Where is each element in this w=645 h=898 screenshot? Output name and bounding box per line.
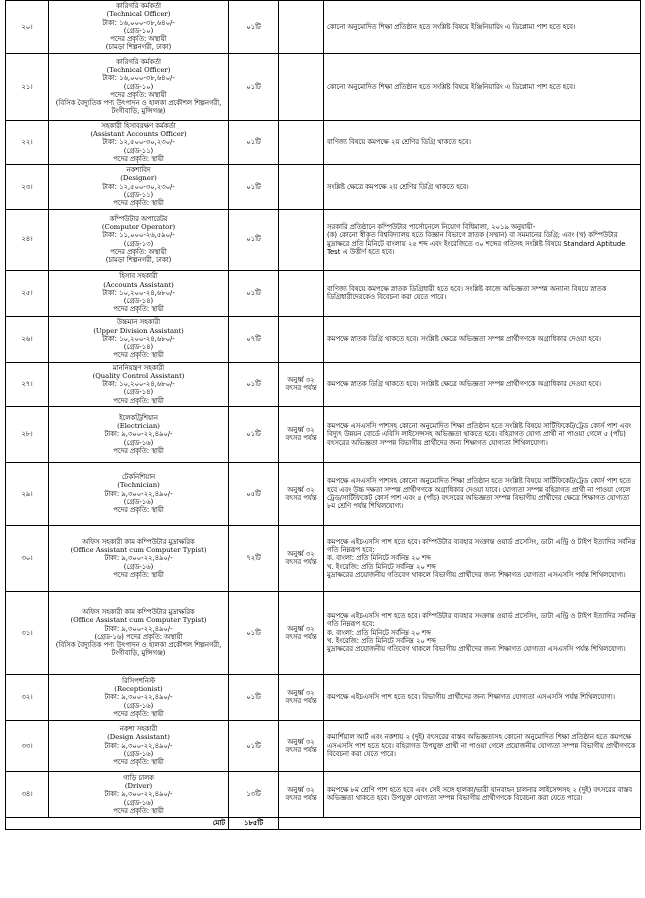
post-line: পদের প্রকৃতি: স্থায়ী xyxy=(113,806,164,815)
post-line: ইলেকট্রিশিয়ান xyxy=(119,413,158,422)
post-details xyxy=(49,771,229,817)
qualification-line: সংশ্লিষ্ট ক্ষেত্রে কমপক্ষে ২য় শ্রেণির ডিগ্রি থাকতে হবে। xyxy=(327,182,469,191)
post-line: গাড়ি চালক xyxy=(123,773,154,782)
serial-number: ৩২। xyxy=(6,674,49,720)
table-row xyxy=(6,720,641,771)
post-count: ০১টি xyxy=(229,591,279,674)
age-limit: অনুর্ধ্ব ৩২ বৎসর পর্যন্ত xyxy=(279,771,324,817)
age-limit xyxy=(279,53,324,120)
post-line: মাননিয়ন্ত্রণ সহকারী xyxy=(112,363,165,372)
age-limit: অনুর্ধ্ব ৩২ বৎসর পর্যন্ত xyxy=(279,720,324,771)
post-line: পদের প্রকৃতি: স্থায়ী xyxy=(113,758,164,767)
post-details xyxy=(49,462,229,525)
qualification-line: ক. বাংলা: প্রতি মিনিটে সর্বনিম্ন ২০ শব্দ xyxy=(327,628,431,637)
qualification xyxy=(324,1,641,54)
post-line: (Assistant Accounts Officer) xyxy=(90,129,187,138)
qualification-line: মুদ্রাক্ষরের প্রয়োজনীয় গতিবেগ থাকলে বিভাগীয় প্রার্থীদের জন্য শিক্ষাগত যোগ্যতা এসএসসি পর্যন্ত শিথিলযোগ্য। xyxy=(327,645,626,654)
qualification-line: কোনো অনুমোদিত শিক্ষা প্রতিষ্ঠান হতে সংশ্লিষ্ট বিষয়ে ইঞ্জিনিয়ারিং এ ডিপ্লোমা পাশ হতে হবে। xyxy=(327,22,576,31)
post-line: (Accounts Assistant) xyxy=(103,280,174,289)
qualification xyxy=(324,165,641,209)
qualification xyxy=(324,53,641,120)
post-line: (গ্রেড-১৪) xyxy=(123,388,154,397)
post-line: টাকা: ৯,৩০০-২২,৪৯০/- xyxy=(104,741,173,750)
post-details xyxy=(49,591,229,674)
table-row xyxy=(6,462,641,525)
qualification-line: কমপক্ষে এসএসসি পাশসহ কোনো অনুমোদিত শিক্ষা প্রতিষ্ঠান হতে সংশ্লিষ্ট বিষয়ে সার্টিফিকেট/ট্রেড কোর্স পাশ হতে হবে এবং উচ্চ দক্ষতা সম্পন্ন প্রার্থীগণকে অগ্রাধিকার দেওয়া যাবে। যোগ্যতা সম্পন্ন বহিরাগত প্রার্থী না পাওয়া গেলে ট্রেড/সার্টিফিকেট কোর্স পাশ এবং ৫ (পাঁচ) বৎসরের অভিজ্ঞতা সম্পন্ন বিভাগীয় প্রার্থীদের ক্ষেত্রে শিক্ষাগত যোগ্যতা ৮ম শ্রেণি পর্যন্ত শিথিলযোগ্য। xyxy=(327,477,631,511)
post-line: অফিস সহকারী কাম কম্পিউটার মুদ্রাক্ষরিক xyxy=(82,608,195,617)
post-line: পদের প্রকৃতি: অস্থায়ী xyxy=(110,247,167,256)
post-line: কারিগরি কর্মকর্তা xyxy=(115,57,162,66)
post-line: (গ্রেড-১৬) পদের প্রকৃতি: অস্থায়ী xyxy=(94,632,183,641)
post-details xyxy=(49,362,229,406)
post-count: ০১টি xyxy=(229,53,279,120)
post-count: ১৩টি xyxy=(229,771,279,817)
qualification-line: কমপক্ষে এইচএসসি পাশ হতে হবে। কম্পিউটার ব্যবহার সংক্রান্ত ওয়ার্ড প্রসেসিং, ডাটা এন্ট্রি ও টাইপ ইত্যাদির সর্বনিম্ন গতি নিম্নরূপ হবে: xyxy=(327,612,636,629)
post-line: (গ্রেড-১৩) xyxy=(123,239,154,248)
post-line: টাকা: ৯,৩০০-২২,৪৯০/- xyxy=(104,624,173,633)
qualification-line: বাণিজ্য বিষয়ে কমপক্ষে ২য় শ্রেণির ডিগ্রি থাকতে হবে। xyxy=(327,138,471,147)
post-line: (Technical Officer) xyxy=(106,10,171,19)
post-line: (গ্রেড-১৪) xyxy=(123,297,154,306)
post-line: (Driver) xyxy=(124,781,153,790)
post-line: পদের প্রকৃতি: স্থায়ী xyxy=(113,570,164,579)
serial-number: ৩০। xyxy=(6,525,49,591)
post-line: টাকা: ১৬,০০০-৩৮,৬৪০/- xyxy=(102,74,175,83)
post-line: (Quality Control Assistant) xyxy=(92,371,185,380)
post-line: নকশা সহকারী xyxy=(119,725,158,734)
post-line: টাকা: ১৬,০০০-৩৮,৬৪০/- xyxy=(102,18,175,27)
table-body xyxy=(6,1,641,830)
post-line: (Technician) xyxy=(117,481,160,490)
post-line: (Upper Division Assistant) xyxy=(93,326,184,335)
qualification-line: বাণিজ্য বিষয়ে কমপক্ষে স্নাতক ডিগ্রিধারী হতে হবে। সংশ্লিষ্ট কাজে অভিজ্ঞতা সম্পন্ন অন্যান্য বিষয়ে স্নাতক ডিগ্রিধারীদেরকেও বিবেচনা করা যেতে পারে। xyxy=(327,284,607,301)
serial-number: ২৫। xyxy=(6,270,49,316)
post-line: (Receptionist) xyxy=(114,684,163,693)
post-count: ০১টি xyxy=(229,120,279,164)
qualification xyxy=(324,591,641,674)
table-row xyxy=(6,674,641,720)
post-line: (গ্রেড-১৬) xyxy=(123,798,154,807)
qualification xyxy=(324,362,641,406)
post-count: ০১টি xyxy=(229,209,279,270)
post-line: কারিগরি কর্মকর্তা xyxy=(115,2,162,10)
serial-number: ৩১। xyxy=(6,591,49,674)
post-details xyxy=(49,120,229,164)
serial-number: ৩৩। xyxy=(6,720,49,771)
table-row xyxy=(6,209,641,270)
qualification xyxy=(324,674,641,720)
serial-number: ২৯। xyxy=(6,462,49,525)
table-row xyxy=(6,771,641,817)
qualification-line: খ. ইংরেজি: প্রতি মিনিটে সর্বনিম্ন ২০ শব্দ xyxy=(327,637,436,646)
serial-number: ২০। xyxy=(6,1,49,54)
total-empty-cell xyxy=(279,817,641,829)
age-limit: অনুর্ধ্ব ৩২ বৎসর পর্যন্ত xyxy=(279,406,324,462)
table-row xyxy=(6,165,641,209)
post-count: ৭২টি xyxy=(229,525,279,591)
serial-number: ৩৪। xyxy=(6,771,49,817)
age-limit xyxy=(279,1,324,54)
age-limit: অনুর্ধ্ব ৩২ বৎসর পর্যন্ত xyxy=(279,674,324,720)
post-line: (Office Assistant cum Computer Typist) xyxy=(70,545,207,554)
post-line: পদের প্রকৃতি: স্থায়ী xyxy=(113,709,164,718)
post-line: (গ্রেড-১১) xyxy=(123,190,154,199)
post-line: (চামড়া শিল্পনগরী, ঢাকা) xyxy=(105,256,172,265)
post-line: সহকারী হিসাবরক্ষণ কর্মকর্তা xyxy=(101,121,176,130)
qualification xyxy=(324,525,641,591)
post-line: (গ্রেড-১৬) xyxy=(123,701,154,710)
qualification-line: মুদ্রাক্ষরের প্রয়োজনীয় গতিবেগ থাকলে বিভাগীয় প্রার্থীদের জন্য শিক্ষাগত যোগ্যতা এসএসসি পর্যন্ত শিথিলযোগ্য। xyxy=(327,570,626,579)
post-count: ০১টি xyxy=(229,406,279,462)
post-count: ০৫টি xyxy=(229,462,279,525)
qualification xyxy=(324,462,641,525)
post-details xyxy=(49,316,229,362)
post-details xyxy=(49,1,229,54)
post-line: টাকা: ৯,৩০০-২২,৪৯০/- xyxy=(104,693,173,702)
post-line: টাকা: ১২,৫০০-৩০,২৩০/- xyxy=(102,182,175,191)
post-details xyxy=(49,674,229,720)
table-row xyxy=(6,120,641,164)
serial-number: ২৬। xyxy=(6,316,49,362)
qualification xyxy=(324,120,641,164)
post-line: পদের প্রকৃতি: স্থায়ী xyxy=(113,199,164,208)
post-details xyxy=(49,406,229,462)
table-row xyxy=(6,270,641,316)
post-line: টাকা: ১২,৫০০-৩০,২৩০/- xyxy=(102,138,175,147)
serial-number: ২১। xyxy=(6,53,49,120)
post-details xyxy=(49,720,229,771)
job-posts-table xyxy=(5,0,641,830)
post-line: (চামড়া শিল্পনগরী, ঢাকা) xyxy=(105,43,172,52)
qualification-line: কোনো অনুমোদিত শিক্ষা প্রতিষ্ঠান হতে সংশ্লিষ্ট বিষয়ে ইঞ্জিনিয়ারিং এ ডিপ্লোমা পাশ হতে হবে। xyxy=(327,82,576,91)
age-limit xyxy=(279,316,324,362)
post-line: হিসাব সহকারী xyxy=(119,272,158,281)
qualification xyxy=(324,316,641,362)
total-row xyxy=(6,817,641,829)
post-line: পদের প্রকৃতি: অস্থায়ী xyxy=(110,35,167,44)
qualification-line: কমপক্ষে এইচএসসি পাশ হতে হবে। বিভাগীয় প্রার্থীদের জন্য শিক্ষাগত যোগ্যতা এসএসসি পর্যন্ত শিথিলযোগ্য। xyxy=(327,693,615,702)
table-row xyxy=(6,591,641,674)
qualification xyxy=(324,771,641,817)
post-line: টাকা: ১১,০০০-২৬,৫৯০/- xyxy=(102,231,175,240)
post-details xyxy=(49,270,229,316)
post-line: নকশাবিদ xyxy=(126,166,151,175)
post-line: (গ্রেড-১০) xyxy=(123,26,154,35)
total-label: মোট xyxy=(6,817,229,829)
post-line: টাকা: ১০,২০০-২৪,৬৮০/- xyxy=(102,334,175,343)
post-line: টেকনিশিয়ান xyxy=(121,473,156,482)
post-count: ০৭টি xyxy=(229,316,279,362)
post-line: (গ্রেড-১৬) xyxy=(123,438,154,447)
post-line: টাকা: ১০,২০০-২৪,৬৮০/- xyxy=(102,380,175,389)
table-row xyxy=(6,406,641,462)
age-limit xyxy=(279,209,324,270)
post-count: ০১টি xyxy=(229,165,279,209)
age-limit: অনুর্ধ্ব ৩২ বৎসর পর্যন্ত xyxy=(279,462,324,525)
post-line: (Office Assistant cum Computer Typist) xyxy=(70,616,207,625)
post-line: (Design Assistant) xyxy=(107,733,170,742)
post-line: পদের প্রকৃতি: স্থায়ী xyxy=(113,351,164,360)
qualification-line: কমপক্ষে ৮ম শ্রেণি পাশ হতে হবে এবং সেই সঙ্গে হালকা/ভারী যানবাহন চালনার লাইসেন্সসহ ২ (দুই) বৎসরের বাস্তব অভিজ্ঞতা থাকতে হবে। উপযুক্ত যোগ্যতা সম্পন্ন বিভাগীয় প্রার্থীগণকে বিবেচনা করা যেতে পারে। xyxy=(327,786,633,803)
post-count: ০১টি xyxy=(229,362,279,406)
post-line: টাকা: ৯,৩০০-২২,৪৯০/- xyxy=(104,489,173,498)
post-line: পদের প্রকৃতি: অস্থায়ী xyxy=(110,90,167,99)
serial-number: ২৪। xyxy=(6,209,49,270)
table-row xyxy=(6,525,641,591)
post-details xyxy=(49,53,229,120)
serial-number: ২৭। xyxy=(6,362,49,406)
post-line: (গ্রেড-১৪) xyxy=(123,343,154,352)
qualification-line: খ. ইংরেজি: প্রতি মিনিটে সর্বনিম্ন ২০ শব্দ xyxy=(327,562,436,571)
post-line: (Technical Officer) xyxy=(106,65,171,74)
table-row xyxy=(6,362,641,406)
total-count: ১৮৫টি xyxy=(229,817,279,829)
qualification-line: ক. বাংলা: প্রতি মিনিটে সর্বনিম্ন ২০ শব্দ xyxy=(327,554,431,563)
qualification xyxy=(324,406,641,462)
qualification-line: কমার্শিয়াল আর্ট এবং নকশায় ২ (দুই) বৎসরের বাস্তব অভিজ্ঞতাসহ কোনো অনুমোদিত শিক্ষা প্রতিষ্ঠান হতে কমপক্ষে এসএসসি পাশ হতে হবে। বহিরাগত উপযুক্ত প্রার্থী না পাওয়া গেলে প্রয়োজনীয় যোগ্যতা সম্পন্ন বিভাগীয় প্রার্থীগণকে বিবেচনা করা যেতে পারে। xyxy=(327,733,636,759)
age-limit xyxy=(279,120,324,164)
serial-number: ২২। xyxy=(6,120,49,164)
age-limit: অনুর্ধ্ব ৩২ বৎসর পর্যন্ত xyxy=(279,591,324,674)
age-limit xyxy=(279,270,324,316)
post-line: টাকা: ৯,৩০০-২২,৪৯০/- xyxy=(104,430,173,439)
post-details xyxy=(49,209,229,270)
post-line: রিসিপশনিস্ট xyxy=(122,676,155,685)
serial-number: ২৩। xyxy=(6,165,49,209)
qualification xyxy=(324,720,641,771)
post-line: পদের প্রকৃতি: স্থায়ী xyxy=(113,154,164,163)
post-line: পদের প্রকৃতি: স্থায়ী xyxy=(113,506,164,515)
table-row xyxy=(6,316,641,362)
post-line: (Computer Operator) xyxy=(101,222,176,231)
post-line: (গ্রেড-১০) xyxy=(123,82,154,91)
post-line: (গ্রেড-১১) xyxy=(123,146,154,155)
post-line: (বিসিক বৈদ্যুতিক পণ্য উৎপাদন ও হালকা প্রকৌশল শিল্পনগরী, টংগীবাড়ি, মুন্সিগঞ্জ) xyxy=(55,99,222,116)
age-limit xyxy=(279,165,324,209)
post-line: উচ্চমান সহকারী xyxy=(116,318,161,327)
post-line: (Designer) xyxy=(120,174,157,183)
serial-number: ২৮। xyxy=(6,406,49,462)
qualification xyxy=(324,209,641,270)
qualification-line: (ক) কোনো স্বীকৃত বিশ্ববিদ্যালয় হতে বিজ্ঞান বিভাগে স্নাতক (সম্মান) বা সমমানের ডিগ্রি; এবং (খ) কম্পিউটার মুদ্রাক্ষরে প্রতি মিনিটে বাংলায় ২৫ শব্দ এবং ইংরেজিতে ৩০ শব্দের গতিসহ সংশ্লিষ্ট বিষয়ে Standard Aptitude Test এ উত্তীর্ণ হতে হবে। xyxy=(327,231,626,256)
post-line: কম্পিউটার অপারেটর xyxy=(109,214,168,223)
age-limit: অনুর্ধ্ব ৩২ বৎসর পর্যন্ত xyxy=(279,362,324,406)
post-line: পদের প্রকৃতি: স্থায়ী xyxy=(113,305,164,314)
post-line: টাকা: ৯,৩০০-২২,৪৯০/- xyxy=(104,554,173,563)
post-details xyxy=(49,165,229,209)
post-line: (গ্রেড-১৬) xyxy=(123,498,154,507)
qualification xyxy=(324,270,641,316)
post-line: অফিস সহকারী কাম কম্পিউটার মুদ্রাক্ষরিক xyxy=(82,537,195,546)
post-line: টাকা: ৯,৩০০-২২,৪৯০/- xyxy=(104,790,173,799)
post-count: ০১টি xyxy=(229,1,279,54)
qualification-line: কমপক্ষে এইচএসসি পাশ হতে হবে। কম্পিউটার ব্যবহার সংক্রান্ত ওয়ার্ড প্রসেসিং, ডাটা এন্ট্রি ও টাইপ ইত্যাদির সর্বনিম্ন গতি নিম্নরূপ হবে: xyxy=(327,537,636,554)
post-line: টাকা: ১০,২০০-২৪,৬৮০/- xyxy=(102,288,175,297)
qualification-line: কমপক্ষে স্নাতক ডিগ্রি থাকতে হবে। সংশ্লিষ্ট ক্ষেত্রে অভিজ্ঞতা সম্পন্ন প্রার্থীগণকে অগ্রাধিকার দেওয়া হবে। xyxy=(327,334,601,343)
post-count: ০১টি xyxy=(229,674,279,720)
qualification-line: কমপক্ষে স্নাতক ডিগ্রি থাকতে হবে। সংশ্লিষ্ট ক্ষেত্রে অভিজ্ঞতা সম্পন্ন প্রার্থীগণকে অগ্রাধিকার দেওয়া হবে। xyxy=(327,380,601,389)
post-line: (গ্রেড-১৬) xyxy=(123,750,154,759)
post-line: (গ্রেড-১৬) xyxy=(123,562,154,571)
post-line: পদের প্রকৃতি: স্থায়ী xyxy=(113,446,164,455)
qualification-line: সরকারি প্রতিষ্ঠানে কম্পিউটার পার্সোনেলে নিয়োগ বিধিমালা, ২০১৯ অনুযায়ী- xyxy=(327,222,536,231)
age-limit: অনুর্ধ্ব ৩২ বৎসর পর্যন্ত xyxy=(279,525,324,591)
post-line: (বিসিক বৈদ্যুতিক পণ্য উৎপাদন ও হালকা প্রকৌশল শিল্পনগরী, টংগীবাড়ি, মুন্সিগঞ্জ) xyxy=(55,641,222,658)
post-count: ০১টি xyxy=(229,720,279,771)
table-row xyxy=(6,53,641,120)
post-count: ০১টি xyxy=(229,270,279,316)
qualification-line: কমপক্ষে এসএসসি পাশসহ কোনো অনুমোদিত শিক্ষা প্রতিষ্ঠান হতে সংশ্লিষ্ট বিষয়ে সার্টিফিকেট/ট্রেড কোর্স পাশ এবং বিদ্যুৎ উন্নয়ন বোর্ডে এবিসি লাইসেন্সসহ অভিজ্ঞতা থাকতে হবে। বহিরাগত যোগ্য প্রার্থী না পাওয়া গেলে ৫ (পাঁচ) বৎসরের অভিজ্ঞতা সম্পন্ন বিভাগীয় প্রার্থীদের জন্য শিক্ষাগত যোগ্যতা শিথিলযোগ্য। xyxy=(327,421,632,447)
post-line: পদের প্রকৃতি: স্থায়ী xyxy=(113,396,164,405)
post-line: (Electrician) xyxy=(117,421,160,430)
post-details xyxy=(49,525,229,591)
table-row xyxy=(6,1,641,54)
